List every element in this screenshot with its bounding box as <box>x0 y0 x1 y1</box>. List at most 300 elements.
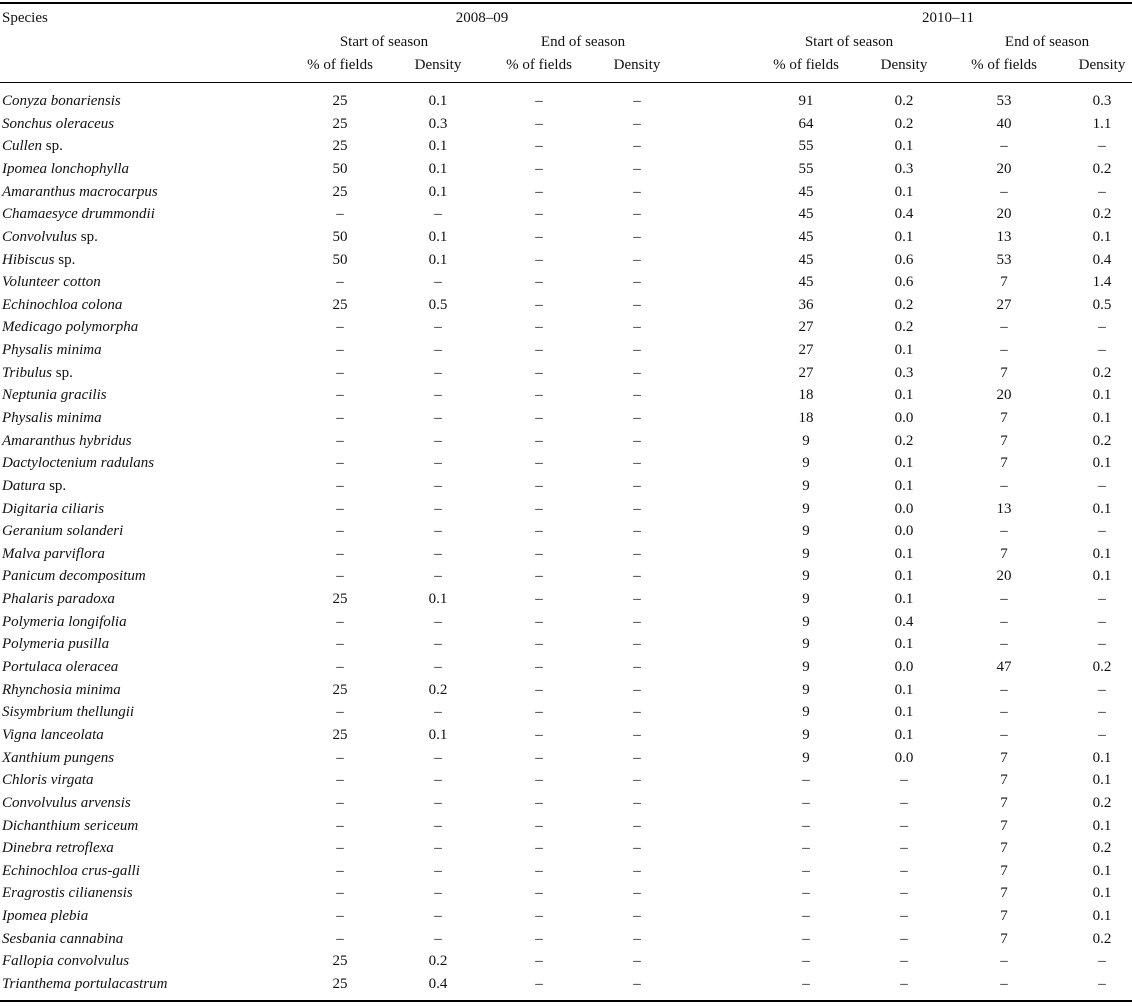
species-latin-name: Datura <box>2 477 46 494</box>
species-name <box>2 182 158 202</box>
density-cell: – <box>633 274 641 291</box>
density-cell: 0.2 <box>1092 794 1112 811</box>
pct-fields-cell: 7 <box>1000 930 1008 947</box>
pct-fields-cell: 9 <box>802 659 810 675</box>
pct-fields-cell: 27 <box>798 319 814 336</box>
density-cell: – <box>633 455 641 472</box>
density-cell: 0.1 <box>1092 862 1112 879</box>
density-cell: – <box>434 772 442 789</box>
density-cell: – <box>434 840 442 857</box>
pct-fields-cell: – <box>535 410 543 426</box>
density-cell: – <box>1098 953 1106 970</box>
pct-fields-cell: – <box>535 523 543 540</box>
density-cell: 0.1 <box>1092 772 1112 789</box>
pct-fields-cell: 7 <box>1000 908 1008 924</box>
species-name <box>2 227 98 247</box>
density-cell: – <box>434 817 442 834</box>
species-latin-name: Physalis minima <box>2 342 102 358</box>
species-name <box>2 317 138 337</box>
density-cell: 0.1 <box>894 568 914 585</box>
pct-fields-cell: – <box>336 364 344 381</box>
density-cell: 0.6 <box>894 274 914 291</box>
density-cell: – <box>434 274 442 291</box>
col-header-density: Density <box>1078 57 1126 73</box>
density-cell: 0.2 <box>894 115 914 132</box>
species-name <box>2 363 73 383</box>
pct-fields-cell: – <box>336 455 344 472</box>
species-name <box>2 204 155 224</box>
density-cell: – <box>1098 523 1106 540</box>
pct-fields-cell: – <box>336 908 344 924</box>
species-name <box>2 385 107 405</box>
pct-fields-cell: – <box>535 296 543 313</box>
pct-fields-cell: 7 <box>1000 817 1008 834</box>
pct-fields-cell: 9 <box>802 681 810 698</box>
species-name <box>2 816 138 836</box>
density-cell: – <box>633 183 641 200</box>
density-cell: 0.1 <box>428 228 448 245</box>
density-cell: 0.1 <box>1092 410 1112 426</box>
species-latin-name: Physalis minima <box>2 410 102 426</box>
pct-fields-cell: 9 <box>802 545 810 562</box>
density-cell: – <box>434 319 442 336</box>
species-name <box>2 159 129 179</box>
pct-fields-cell: – <box>535 342 543 358</box>
species-name <box>2 770 94 790</box>
density-cell: – <box>434 704 442 721</box>
density-cell: 0.1 <box>428 251 448 268</box>
density-cell: 0.3 <box>428 115 448 132</box>
pct-fields-cell: 7 <box>1000 545 1008 562</box>
density-cell: – <box>633 160 641 177</box>
pct-fields-cell: 64 <box>798 115 814 132</box>
density-cell: 0.1 <box>894 387 914 404</box>
pct-fields-cell: – <box>535 704 543 721</box>
pct-fields-cell: – <box>336 862 344 879</box>
pct-fields-cell: – <box>802 840 810 857</box>
pct-fields-cell: – <box>336 500 344 517</box>
density-cell: 0.2 <box>1092 432 1112 449</box>
density-cell: – <box>633 704 641 721</box>
season-header-start-2008-09: Start of season <box>339 34 429 50</box>
density-cell: – <box>434 545 442 562</box>
pct-fields-cell: 7 <box>1000 749 1008 766</box>
pct-fields-cell: 45 <box>798 274 814 291</box>
density-cell: – <box>633 817 641 834</box>
pct-fields-cell: – <box>535 908 543 924</box>
species-header: Species <box>2 10 48 26</box>
density-cell: 0.4 <box>894 206 914 223</box>
density-cell: 0.1 <box>1092 817 1112 834</box>
species-name <box>2 408 102 428</box>
pct-fields-cell: – <box>535 749 543 766</box>
density-cell: – <box>1098 613 1106 630</box>
pct-fields-cell: – <box>1000 953 1008 970</box>
density-cell: 0.1 <box>1092 500 1112 517</box>
pct-fields-cell: – <box>535 568 543 585</box>
pct-fields-cell: 20 <box>996 206 1012 223</box>
density-cell: 0.5 <box>1092 296 1112 313</box>
species-latin-name: Echinochloa crus-galli <box>2 862 140 879</box>
pct-fields-cell: 45 <box>798 228 814 245</box>
pct-fields-cell: 47 <box>996 659 1012 675</box>
species-latin-name: Ipomea plebia <box>2 908 89 924</box>
pct-fields-cell: – <box>802 862 810 879</box>
density-cell: 0.4 <box>1092 251 1112 268</box>
density-cell: 0.1 <box>1092 545 1112 562</box>
density-cell: – <box>434 432 442 449</box>
pct-fields-cell: 9 <box>802 432 810 449</box>
density-cell: – <box>434 455 442 472</box>
col-header-pct-fields: % of fields <box>506 57 572 73</box>
density-cell: 0.2 <box>1092 930 1112 947</box>
pct-fields-cell: 55 <box>798 138 814 155</box>
density-cell: – <box>900 908 908 924</box>
pct-fields-cell: – <box>535 613 543 630</box>
density-cell: 0.1 <box>894 545 914 562</box>
pct-fields-cell: 9 <box>802 477 810 494</box>
density-cell: – <box>633 908 641 924</box>
season-header-start-2010-11: Start of season <box>804 34 894 50</box>
species-latin-name: Cullen <box>2 138 42 155</box>
species-name <box>2 974 167 994</box>
pct-fields-cell: 13 <box>996 500 1012 517</box>
pct-fields-cell: 9 <box>802 726 810 743</box>
pct-fields-cell: – <box>336 545 344 562</box>
density-cell: – <box>900 930 908 947</box>
pct-fields-cell: 25 <box>332 976 348 992</box>
density-cell: 0.2 <box>1092 659 1112 675</box>
density-cell: – <box>633 410 641 426</box>
header-rule <box>0 82 1132 83</box>
species-latin-name: Hibiscus <box>2 251 55 268</box>
pct-fields-cell: – <box>802 953 810 970</box>
pct-fields-cell: – <box>535 319 543 336</box>
species-latin-name: Convolvulus <box>2 228 77 245</box>
density-cell: 0.1 <box>1092 749 1112 766</box>
pct-fields-cell: – <box>802 930 810 947</box>
density-cell: 1.1 <box>1092 115 1112 132</box>
density-cell: – <box>633 659 641 675</box>
density-cell: 0.1 <box>428 726 448 743</box>
density-cell: 0.1 <box>428 93 448 109</box>
pct-fields-cell: – <box>802 885 810 902</box>
pct-fields-cell: – <box>535 274 543 291</box>
density-cell: 0.0 <box>894 500 914 517</box>
density-cell: 0.1 <box>894 477 914 494</box>
density-cell: – <box>633 545 641 562</box>
species-name <box>2 748 114 768</box>
density-cell: – <box>633 726 641 743</box>
species-latin-name: Chamaesyce drummondii <box>2 206 155 223</box>
species-latin-name: Ipomea lonchophylla <box>2 160 130 177</box>
pct-fields-cell: – <box>535 206 543 223</box>
density-cell: 0.1 <box>894 183 914 200</box>
pct-fields-cell: – <box>535 545 543 562</box>
pct-fields-cell: 25 <box>332 296 348 313</box>
species-name <box>2 612 127 632</box>
species-latin-name: Panicum decompositum <box>2 568 146 585</box>
species-latin-name: Phalaris paradoxa <box>2 591 115 608</box>
species-name <box>2 250 75 270</box>
season-header-end-2010-11: End of season <box>1004 34 1090 50</box>
pct-fields-cell: – <box>535 183 543 200</box>
pct-fields-cell: – <box>336 704 344 721</box>
pct-fields-cell: – <box>336 568 344 585</box>
density-cell: 0.6 <box>894 251 914 268</box>
species-latin-name: Convolvulus arvensis <box>2 794 131 811</box>
density-cell: – <box>900 976 908 992</box>
species-latin-name: Amaranthus macrocarpus <box>2 183 158 200</box>
density-cell: – <box>633 342 641 358</box>
density-cell: – <box>434 568 442 585</box>
species-latin-name: Dichanthium sericeum <box>2 817 139 834</box>
pct-fields-cell: – <box>535 115 543 132</box>
species-suffix: sp. <box>52 364 73 381</box>
pct-fields-cell: 45 <box>798 251 814 268</box>
density-cell: – <box>434 794 442 811</box>
species-latin-name: Conyza bonariensis <box>2 93 121 109</box>
pct-fields-cell: – <box>535 477 543 494</box>
pct-fields-cell: – <box>336 613 344 630</box>
pct-fields-cell: 20 <box>996 387 1012 404</box>
density-cell: 0.1 <box>894 342 914 358</box>
density-cell: – <box>1098 183 1106 200</box>
pct-fields-cell: – <box>535 591 543 608</box>
density-cell: 0.1 <box>894 636 914 653</box>
pct-fields-cell: – <box>1000 591 1008 608</box>
density-cell: – <box>900 953 908 970</box>
species-latin-name: Tribulus <box>2 364 53 381</box>
density-cell: – <box>633 500 641 517</box>
species-latin-name: Geranium solanderi <box>2 523 124 540</box>
density-cell: – <box>633 206 641 223</box>
pct-fields-cell: 25 <box>332 183 348 200</box>
pct-fields-cell: – <box>535 160 543 177</box>
pct-fields-cell: – <box>336 636 344 653</box>
density-cell: – <box>900 817 908 834</box>
density-cell: – <box>434 206 442 223</box>
species-name <box>2 589 115 609</box>
pct-fields-cell: – <box>336 817 344 834</box>
density-cell: 0.2 <box>894 93 914 109</box>
pct-fields-cell: – <box>1000 523 1008 540</box>
pct-fields-cell: – <box>535 228 543 245</box>
pct-fields-cell: – <box>336 659 344 675</box>
pct-fields-cell: – <box>535 387 543 404</box>
species-name <box>2 838 114 858</box>
pct-fields-cell: 7 <box>1000 840 1008 857</box>
pct-fields-cell: 18 <box>798 387 814 404</box>
density-cell: – <box>1098 681 1106 698</box>
density-cell: – <box>434 659 442 675</box>
density-cell: – <box>900 862 908 879</box>
density-cell: – <box>434 410 442 426</box>
density-cell: – <box>633 681 641 698</box>
pct-fields-cell: 7 <box>1000 794 1008 811</box>
pct-fields-cell: – <box>336 387 344 404</box>
pct-fields-cell: 27 <box>798 364 814 381</box>
density-cell: – <box>633 296 641 313</box>
density-cell: – <box>633 138 641 155</box>
density-cell: 0.1 <box>894 455 914 472</box>
species-name <box>2 431 132 451</box>
density-cell: 0.2 <box>1092 206 1112 223</box>
species-latin-name: Neptunia gracilis <box>2 387 107 404</box>
pct-fields-cell: 50 <box>332 251 348 268</box>
density-cell: 1.4 <box>1092 274 1112 291</box>
species-latin-name: Medicago polymorpha <box>2 319 139 336</box>
species-name <box>2 136 63 156</box>
pct-fields-cell: 25 <box>332 591 348 608</box>
pct-fields-cell: – <box>336 930 344 947</box>
density-cell: 0.1 <box>894 138 914 155</box>
density-cell: 0.1 <box>1092 455 1112 472</box>
density-cell: – <box>633 115 641 132</box>
pct-fields-cell: – <box>336 885 344 902</box>
density-cell: 0.1 <box>428 138 448 155</box>
pct-fields-cell: 9 <box>802 636 810 653</box>
species-suffix: sp. <box>77 228 98 245</box>
density-cell: 0.2 <box>1092 160 1112 177</box>
pct-fields-cell: – <box>535 930 543 947</box>
density-cell: – <box>434 908 442 924</box>
pct-fields-cell: – <box>336 794 344 811</box>
pct-fields-cell: 25 <box>332 138 348 155</box>
density-cell: – <box>633 251 641 268</box>
col-header-pct-fields: % of fields <box>773 57 839 73</box>
species-name <box>2 295 122 315</box>
density-cell: – <box>633 319 641 336</box>
pct-fields-cell: 25 <box>332 115 348 132</box>
pct-fields-cell: – <box>535 681 543 698</box>
species-latin-name: Sesbania cannabina <box>2 930 124 947</box>
species-latin-name: Vigna lanceolata <box>2 726 104 743</box>
pct-fields-cell: – <box>1000 704 1008 721</box>
pct-fields-cell: 27 <box>996 296 1012 313</box>
density-cell: – <box>633 387 641 404</box>
pct-fields-cell: 25 <box>332 93 348 109</box>
species-name <box>2 521 123 541</box>
pct-fields-cell: – <box>802 794 810 811</box>
density-cell: – <box>1098 319 1106 336</box>
pct-fields-cell: – <box>336 477 344 494</box>
density-cell: – <box>1098 726 1106 743</box>
pct-fields-cell: 9 <box>802 613 810 630</box>
density-cell: 0.1 <box>428 591 448 608</box>
density-cell: – <box>633 930 641 947</box>
density-cell: – <box>633 523 641 540</box>
density-cell: 0.3 <box>1092 93 1112 109</box>
density-cell: 0.1 <box>1092 228 1112 245</box>
pct-fields-cell: – <box>336 319 344 336</box>
pct-fields-cell: – <box>535 726 543 743</box>
col-header-density: Density <box>414 57 462 73</box>
pct-fields-cell: – <box>336 432 344 449</box>
pct-fields-cell: 9 <box>802 704 810 721</box>
species-latin-name: Digitaria ciliaris <box>2 500 105 517</box>
pct-fields-cell: 9 <box>802 500 810 517</box>
species-name <box>2 566 146 586</box>
density-cell: – <box>900 885 908 902</box>
species-latin-name: Polymeria pusilla <box>2 636 110 653</box>
species-name <box>2 453 154 473</box>
pct-fields-cell: – <box>535 794 543 811</box>
pct-fields-cell: – <box>535 636 543 653</box>
top-rule <box>0 2 1132 4</box>
species-latin-name: Chloris virgata <box>2 772 94 789</box>
species-suffix: sp. <box>45 477 67 494</box>
pct-fields-cell: – <box>336 274 344 291</box>
density-cell: – <box>633 794 641 811</box>
density-cell: 0.4 <box>428 976 448 992</box>
density-cell: 0.0 <box>894 523 914 540</box>
pct-fields-cell: – <box>336 840 344 857</box>
pct-fields-cell: – <box>1000 976 1008 992</box>
density-cell: 0.1 <box>1092 908 1112 924</box>
density-cell: 0.1 <box>1092 568 1112 585</box>
species-name <box>2 883 133 903</box>
density-cell: 0.3 <box>894 160 914 177</box>
density-cell: – <box>633 885 641 902</box>
density-cell: – <box>1098 138 1106 155</box>
pct-fields-cell: 9 <box>802 455 810 472</box>
pct-fields-cell: 9 <box>802 568 810 585</box>
pct-fields-cell: 7 <box>1000 274 1008 291</box>
pct-fields-cell: 55 <box>798 160 814 177</box>
density-cell: 0.2 <box>428 953 448 970</box>
pct-fields-cell: – <box>1000 613 1008 630</box>
pct-fields-cell: – <box>1000 726 1008 743</box>
pct-fields-cell: 45 <box>798 206 814 223</box>
density-cell: – <box>434 930 442 947</box>
pct-fields-cell: 27 <box>798 342 814 358</box>
density-cell: 0.4 <box>894 613 914 630</box>
species-latin-name: Dactyloctenium radulans <box>2 455 155 472</box>
density-cell: – <box>434 342 442 358</box>
species-latin-name: Polymeria longifolia <box>2 613 127 630</box>
density-cell: – <box>633 840 641 857</box>
density-cell: – <box>434 387 442 404</box>
density-cell: 0.3 <box>894 364 914 381</box>
density-cell: – <box>1098 342 1106 358</box>
pct-fields-cell: 7 <box>1000 432 1008 449</box>
species-latin-name: Rhynchosia minima <box>2 681 121 698</box>
density-cell: – <box>1098 704 1106 721</box>
species-latin-name: Sisymbrium thellungii <box>2 704 135 721</box>
period-header-2010-11: 2010–11 <box>922 10 974 26</box>
species-latin-name: Eragrostis cilianensis <box>2 885 133 902</box>
density-cell: – <box>633 568 641 585</box>
pct-fields-cell: – <box>535 953 543 970</box>
pct-fields-cell: – <box>336 342 344 358</box>
species-suffix: sp. <box>42 138 63 155</box>
col-header-density: Density <box>613 57 661 73</box>
density-cell: 0.1 <box>428 160 448 177</box>
pct-fields-cell: 9 <box>802 591 810 608</box>
species-name <box>2 793 131 813</box>
species-latin-name: Echinochloa colona <box>2 296 123 313</box>
col-header-pct-fields: % of fields <box>971 57 1037 73</box>
density-cell: – <box>633 636 641 653</box>
density-cell: – <box>633 477 641 494</box>
pct-fields-cell: – <box>802 976 810 992</box>
species-latin-name: Portulaca oleracea <box>2 659 119 675</box>
species-name <box>2 544 105 564</box>
pct-fields-cell: 25 <box>332 726 348 743</box>
pct-fields-cell: 50 <box>332 160 348 177</box>
pct-fields-cell: – <box>336 410 344 426</box>
